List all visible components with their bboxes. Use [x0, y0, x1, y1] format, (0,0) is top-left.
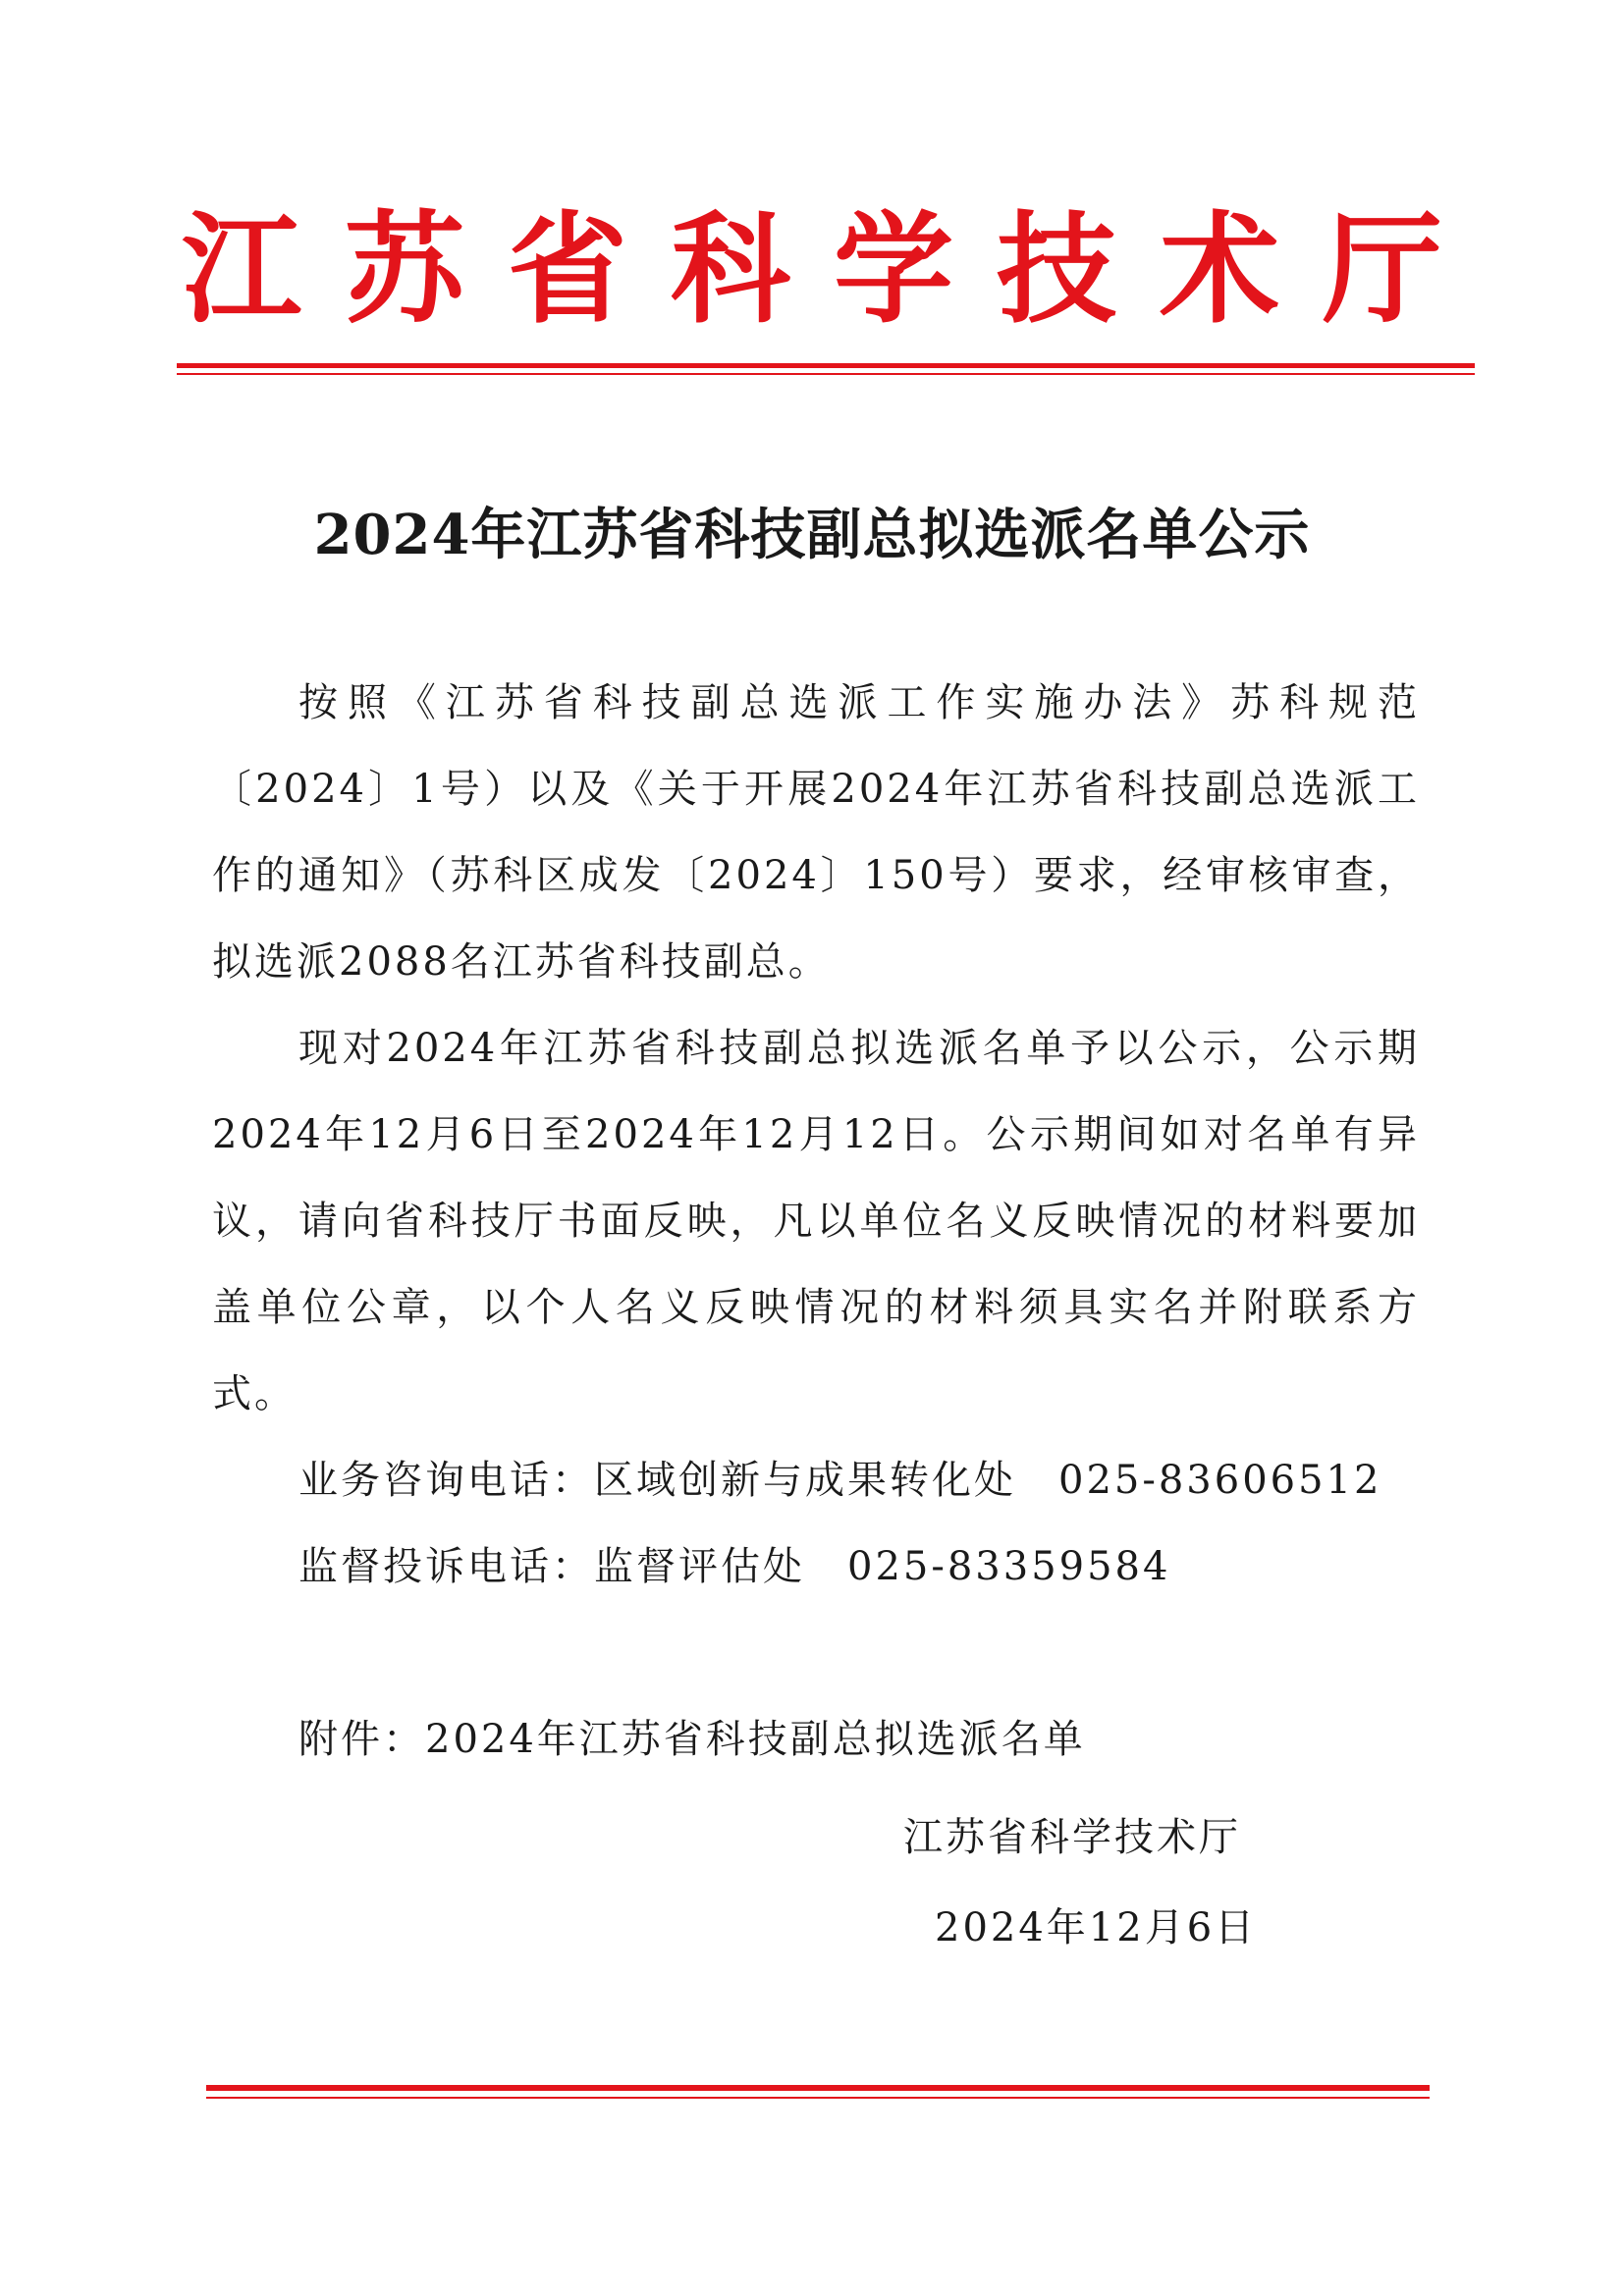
contact-line-complaint: 监督投诉电话：监督评估处 025-83359584	[298, 1544, 1171, 1589]
footer-divider-thin	[206, 2097, 1430, 2099]
body-paragraph-2: 现对2024年江苏省科技副总拟选派名单予以公示，公示期2024年12月6日至2024年12月12日。公示期间如对名单有异议，请向省科技厅书面反映，凡以单位名义反映情况的材料要加盖单位公章，以个人名义反映情况的材料须具实名并附联系方式。	[212, 1026, 1420, 1416]
document-title: 2024年江苏省科技副总拟选派名单公示	[313, 503, 1311, 567]
contact-line-consult: 业务咨询电话：区域创新与成果转化处 025-83606512	[298, 1458, 1382, 1503]
letterhead-title: 江苏省科学技术厅	[182, 200, 1486, 340]
document-body	[212, 660, 1420, 1783]
body-paragraph-1: 按照《江苏省科技副总选派工作实施办法》苏科规范〔2024〕1号）以及《关于开展2024年江苏省科技副总选派工作的通知》（苏科区成发〔2024〕150号）要求，经审核审查，拟选派2088名江苏省科技副总。	[212, 680, 1420, 985]
signature-org: 江苏省科学技术厅	[903, 1815, 1241, 1860]
footer-divider-thick	[206, 2085, 1430, 2091]
attachment-note: 附件：2024年江苏省科技副总拟选派名单	[298, 1717, 1086, 1762]
letterhead-divider-thick	[177, 363, 1475, 368]
signature-date: 2024年12月6日	[935, 1905, 1258, 1950]
spacer	[212, 1610, 1420, 1696]
signature-block	[903, 1792, 1316, 1973]
letterhead-divider-thin	[177, 373, 1475, 375]
